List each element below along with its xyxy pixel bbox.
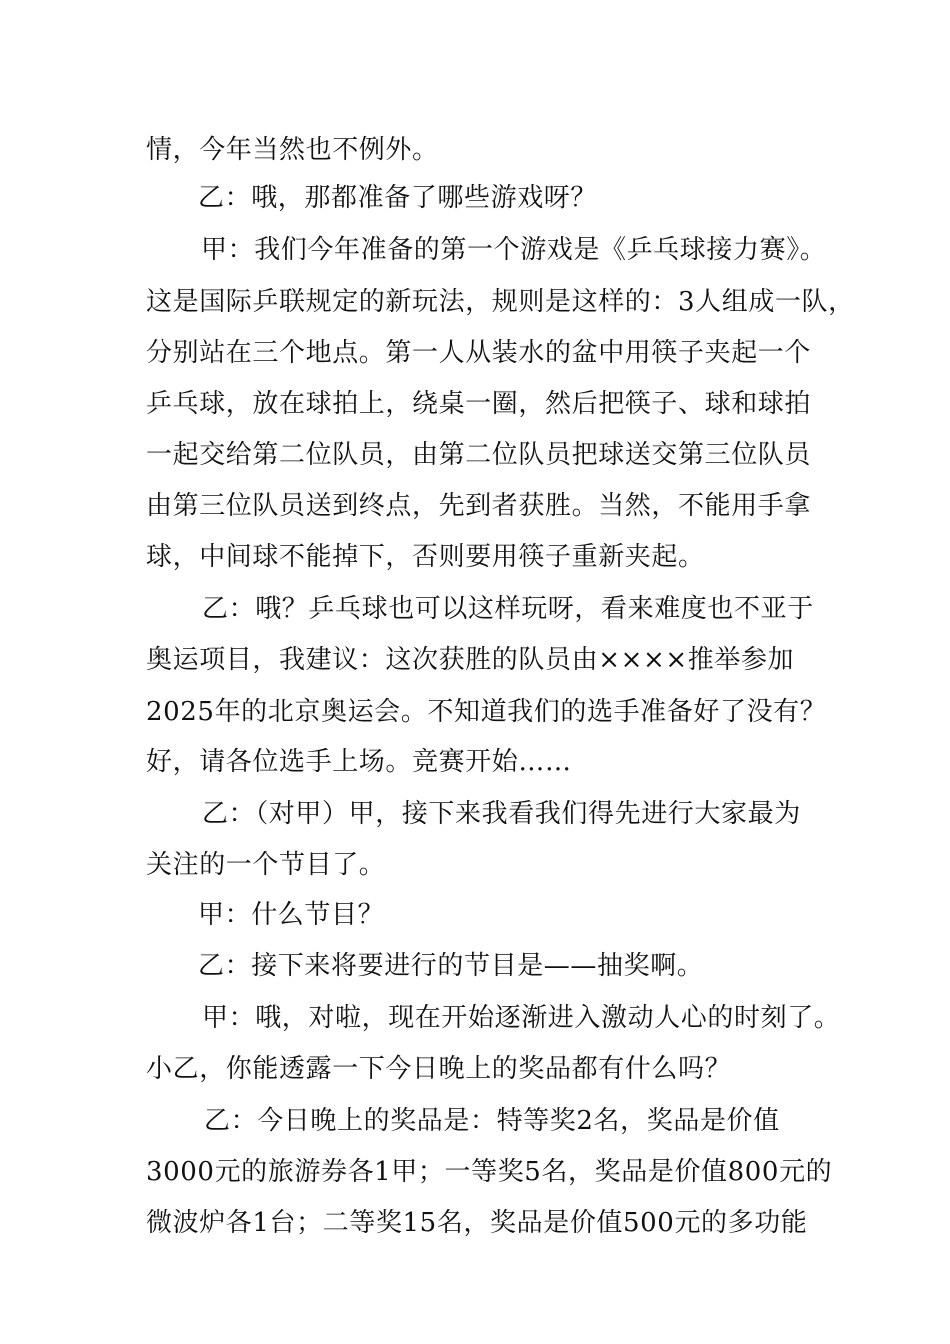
text-line: 乙：今日晚上的奖品是：特等奖2名，奖品是价值	[204, 1106, 780, 1136]
text-line: 乙：（对甲）甲，接下来我看我们得先进行大家最为	[202, 799, 801, 829]
text-line: 甲：什么节目？	[198, 900, 385, 930]
text-line: 乙：哦，那都准备了哪些游戏呀？	[198, 183, 598, 213]
text-line: 这是国际乒联规定的新玩法，规则是这样的：3人组成一队，	[146, 287, 855, 317]
text-line: 3000元的旅游券各1甲；一等奖5名，奖品是价值800元的	[146, 1157, 833, 1187]
text-line: 小乙，你能透露一下今日晚上的奖品都有什么吗？	[146, 1054, 732, 1084]
text-line: 奥运项目，我建议：这次获胜的队员由××××推举参加	[146, 645, 795, 675]
text-line: 微波炉各1台；二等奖15名，奖品是价值500元的多功能	[146, 1208, 808, 1238]
text-line: 一起交给第二位队员，由第二位队员把球送交第三位队员	[146, 440, 812, 470]
text-line: 乙：接下来将要进行的节目是——抽奖啊。	[198, 951, 704, 981]
text-line: 甲：我们今年准备的第一个游戏是《乒乓球接力赛》。	[201, 235, 827, 265]
text-line: 情，今年当然也不例外。	[146, 135, 439, 165]
text-line: 甲：哦，对啦，现在开始逐渐进入激动人心的时刻了。	[202, 1003, 841, 1033]
text-line: 球，中间球不能掉下，否则要用筷子重新夹起。	[146, 542, 705, 572]
text-line: 分别站在三个地点。第一人从装水的盆中用筷子夹起一个	[146, 338, 812, 368]
text-line: 乙：哦？乒乓球也可以这样玩呀，看来难度也不亚于	[202, 594, 814, 624]
text-line: 由第三位队员送到终点，先到者获胜。当然，不能用手拿	[146, 491, 812, 521]
text-line: 好，请各位选手上场。竞赛开始……	[146, 747, 572, 777]
text-line: 关注的一个节目了。	[146, 850, 386, 880]
text-line: 2025年的北京奥运会。不知道我们的选手准备好了没有？	[146, 697, 827, 727]
text-line: 乒乓球，放在球拍上，绕桌一圈，然后把筷子、球和球拍	[146, 389, 812, 419]
